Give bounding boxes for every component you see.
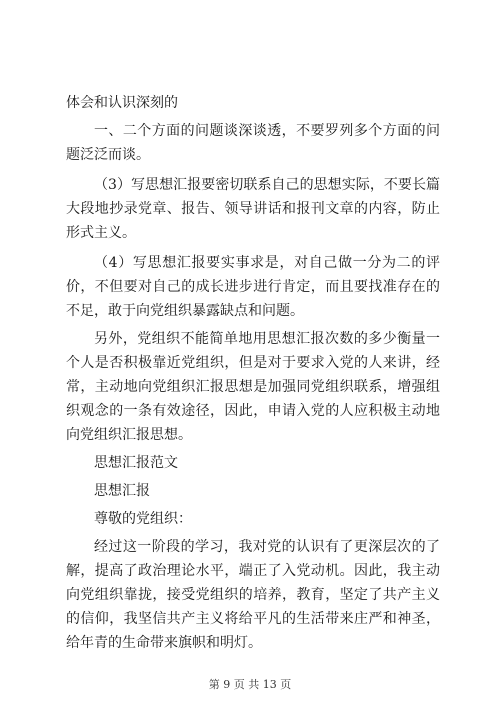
- report-title: 思想汇报: [94, 483, 150, 499]
- paragraph-point-2-continuation: 一、二个方面的问题谈深谈透，不要罗列多个方面的问题泛泛而谈。: [66, 123, 440, 163]
- document-body: [66, 91, 440, 655]
- report-body-paragraph: 经过这一阶段的学习，我对党的认识有了更深层次的了解，提高了政治理论水平，端正了入党动机。因此，我主动向党组织靠拢，接受党组织的培养，教育，坚定了共产主义的信仰，我坚信共产主义将给平凡的生活带来庄严和神圣，给年青的生命带来旗帜和明灯。: [66, 539, 440, 651]
- paragraph-point-3: （3）写思想汇报要密切联系自己的思想实际，不要长篇大段地抄录党章、报告、领导讲话和报刊文章的内容，防止形式主义。: [66, 177, 440, 241]
- paragraph-continuation: 体会和认识深刻的: [66, 95, 178, 111]
- salutation: 尊敬的党组织：: [94, 511, 192, 527]
- paragraph-point-4: （4）写思想汇报要实事求是，对自己做一分为二的评价，不但要对自己的成长进步进行肯定，而且要找准存在的不足，敢于向党组织暴露缺点和问题。: [66, 255, 440, 319]
- page-footer: 第 9 页 共 13 页: [208, 678, 292, 691]
- section-heading: 思想汇报范文: [94, 455, 178, 471]
- paragraph-additional-note: 另外，党组织不能简单地用思想汇报次数的多少衡量一个人是否积极靠近党组织，但是对于要求入党的人来讲，经常，主动地向党组织汇报思想是加强同党组织联系，增强组织观念的一条有效途径，因此，申请入党的人应积极主动地向党组织汇报思想。: [66, 331, 440, 443]
